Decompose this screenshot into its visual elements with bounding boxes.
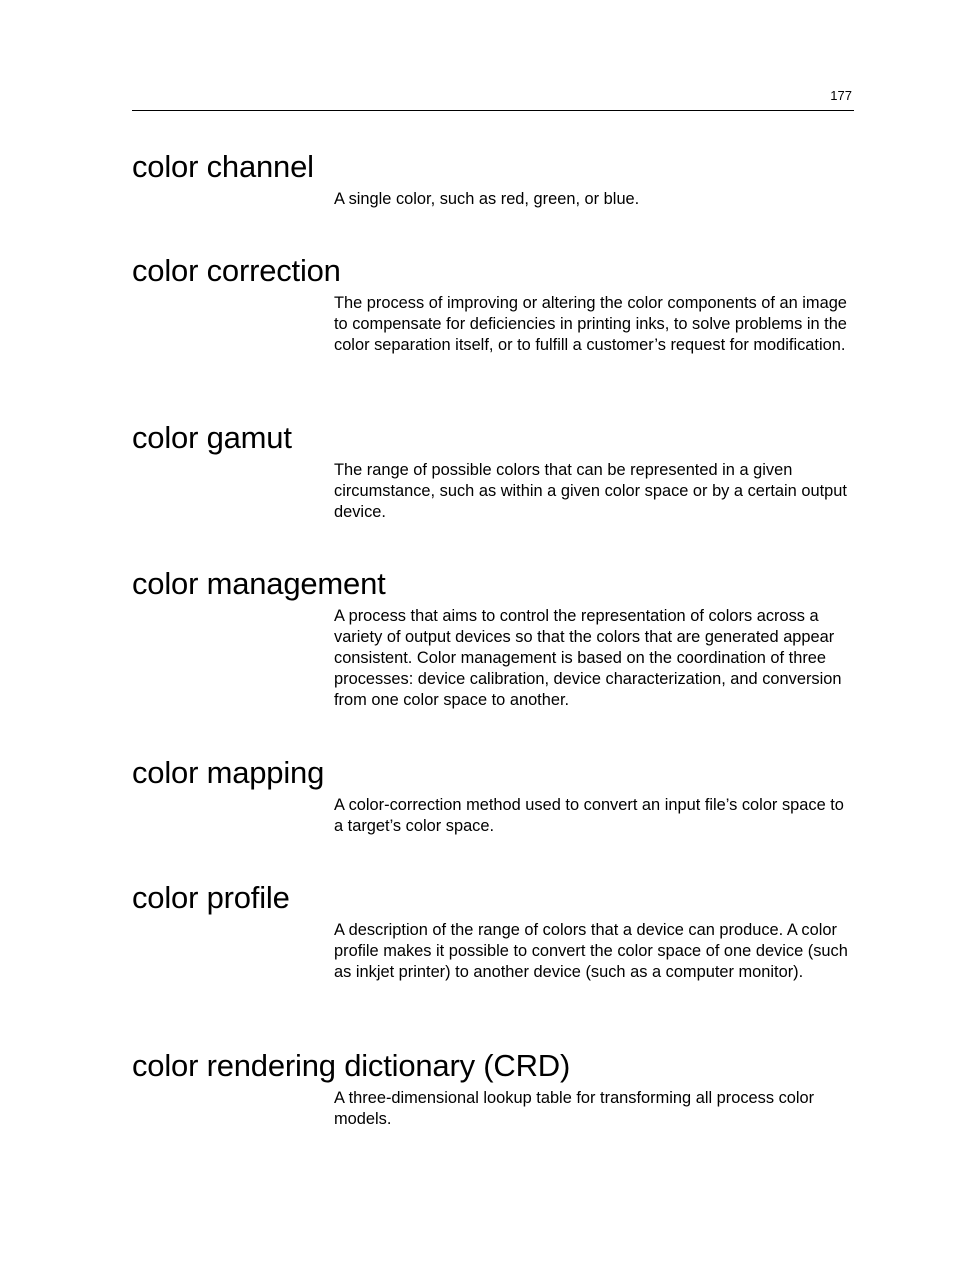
term-definition: A color-correction method used to convert an input file’s color space to a target’s color space. [334, 796, 844, 835]
term-definition: A process that aims to control the representation of colors across a variety of output devices so that the colors that are generated appear consistent. Color management is based on the coordination of three processes: device calibration, device characterization, and conversion from one color space to another. [334, 607, 842, 709]
term-title: color management [132, 566, 386, 601]
term-title: color profile [132, 880, 290, 915]
page-number: 177 [830, 88, 852, 103]
term-title: color mapping [132, 755, 325, 790]
glossary-entry-color-profile [132, 880, 854, 983]
term-definition: A three-dimensional lookup table for transforming all process color models. [334, 1089, 815, 1128]
term-title: color gamut [132, 420, 292, 455]
glossary-entry-color-channel [132, 149, 854, 210]
term-title: color rendering dictionary (CRD) [132, 1048, 571, 1083]
glossary-entry-color-correction [132, 253, 854, 356]
glossary-entry-color-mapping [132, 755, 854, 837]
term-definition: The process of improving or altering the color components of an image to compensate for deficiencies in printing inks, to solve problems in the color separation itself, or to fulfill a customer’s request for modification. [334, 294, 847, 354]
glossary-entry-color-rendering-dictionary [132, 1048, 854, 1130]
term-definition: A description of the range of colors that a device can produce. A color profile makes it possible to convert the color space of one device (such as inkjet printer) to another device (such as a computer monitor). [334, 921, 848, 981]
term-definition: A single color, such as red, green, or blue. [334, 190, 640, 208]
term-definition: The range of possible colors that can be represented in a given circumstance, such as within a given color space or by a certain output device. [334, 461, 847, 521]
glossary-entry-color-gamut [132, 420, 854, 523]
glossary-entry-color-management [132, 566, 854, 711]
header-rule [132, 110, 854, 111]
term-title: color channel [132, 149, 314, 184]
term-title: color correction [132, 253, 341, 288]
